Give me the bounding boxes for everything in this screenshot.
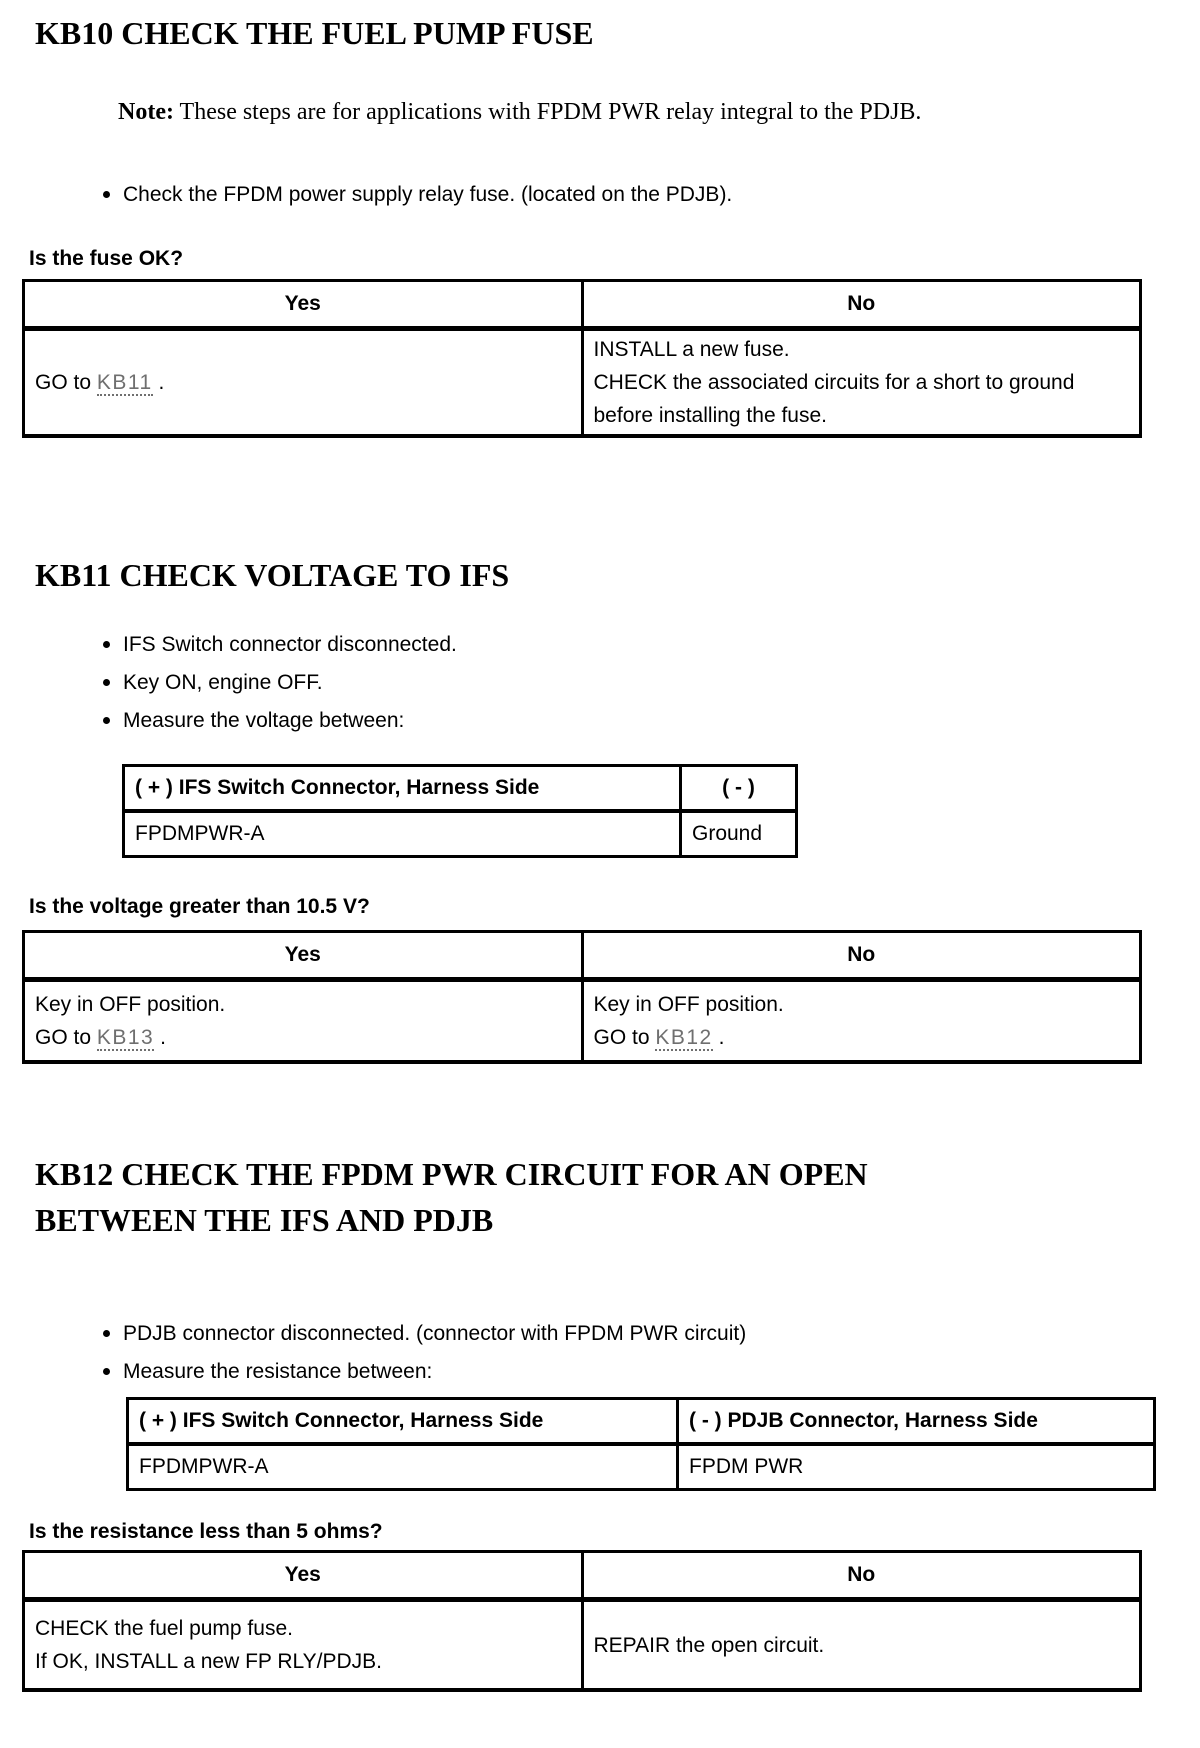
list-item [103, 1353, 1200, 1391]
goto-post-text: . [712, 1026, 725, 1049]
bullet-icon [103, 191, 110, 198]
yes-column-header: Yes [24, 932, 583, 980]
negative-lead-value: Ground [681, 811, 797, 857]
kb11-no-cell [582, 980, 1141, 1063]
kb10-yes-cell [24, 329, 583, 437]
goto-pre-text: GO to [593, 1026, 656, 1049]
kb11-bullet-list [103, 626, 1200, 740]
positive-lead-value: FPDMPWR-A [139, 1455, 269, 1478]
cell-line: Key in OFF position. [35, 993, 226, 1016]
link-kb11[interactable]: KB11 [96, 371, 153, 394]
link-kb12[interactable]: KB12 [655, 1026, 713, 1049]
kb11-measure-table [122, 764, 798, 858]
list-item [103, 626, 1200, 664]
bullet-icon [103, 717, 110, 724]
table-row [24, 980, 1141, 1063]
kb10-section [0, 14, 1200, 438]
cell-line: REPAIR the open circuit. [593, 1633, 825, 1657]
note-label: Note: [118, 99, 174, 125]
negative-lead-header: ( - ) PDJB Connector, Harness Side [678, 1399, 1155, 1445]
yes-column-header: Yes [24, 1552, 583, 1600]
link-kb13[interactable]: KB13 [96, 1026, 155, 1049]
kb12-bullet-list [103, 1315, 1200, 1391]
negative-lead-value: FPDM PWR [678, 1444, 1155, 1490]
yes-column-header: Yes [24, 281, 583, 329]
table-row [24, 329, 1141, 437]
goto-line [35, 366, 571, 399]
note-text: These steps are for applications with FPDM PWR relay integral to the PDJB. [173, 99, 922, 125]
bullet-text: PDJB connector disconnected. (connector with FPDM PWR circuit) [123, 1322, 747, 1345]
list-item [103, 178, 1200, 212]
kb11-section [0, 556, 1200, 1064]
kb12-yes-cell [24, 1600, 583, 1691]
goto-post-text: . [152, 371, 165, 394]
kb12-decision-table [22, 1550, 1142, 1692]
bullet-text: Measure the resistance between: [123, 1360, 433, 1383]
list-item [103, 702, 1200, 740]
cell-line: CHECK the fuel pump fuse. [35, 1617, 293, 1640]
bullet-icon [103, 1330, 110, 1337]
goto-line [35, 1021, 571, 1054]
kb12-no-cell [582, 1600, 1141, 1691]
kb10-decision-table [22, 279, 1142, 438]
bullet-text: Measure the voltage between: [123, 709, 405, 732]
table-row [128, 1444, 1155, 1490]
kb10-heading: KB10 CHECK THE FUEL PUMP FUSE [35, 15, 594, 51]
no-column-header: No [582, 932, 1141, 980]
bullet-text: Key ON, engine OFF. [123, 671, 323, 694]
cell-line: Key in OFF position. [593, 993, 784, 1016]
list-item [103, 1315, 1200, 1353]
goto-pre-text: GO to [35, 1026, 97, 1049]
bullet-text: Check the FPDM power supply relay fuse. (located on the PDJB). [123, 183, 733, 206]
kb12-section [0, 1151, 1200, 1692]
positive-lead-value: FPDMPWR-A [135, 822, 265, 845]
table-row [124, 811, 797, 857]
bullet-icon [103, 679, 110, 686]
no-column-header: No [582, 281, 1141, 329]
goto-post-text: . [154, 1026, 166, 1049]
list-item [103, 664, 1200, 702]
negative-lead-header: ( - ) [681, 766, 797, 812]
kb11-decision-table [22, 930, 1142, 1064]
cell-line: INSTALL a new fuse. [593, 338, 790, 361]
bullet-icon [103, 641, 110, 648]
kb12-measure-table [126, 1397, 1156, 1491]
table-row [24, 1600, 1141, 1691]
kb10-bullet-list [103, 178, 1200, 212]
kb10-question: Is the fuse OK? [29, 247, 184, 270]
kb12-heading: KB12 CHECK THE FPDM PWR CIRCUIT FOR AN OPEN BETWEEN THE IFS AND PDJB [35, 1156, 868, 1238]
cell-line: If OK, INSTALL a new FP RLY/PDJB. [35, 1650, 383, 1673]
kb10-note [118, 92, 1053, 132]
kb11-question: Is the voltage greater than 10.5 V? [29, 895, 370, 918]
bullet-text: IFS Switch connector disconnected. [123, 633, 457, 656]
kb10-no-cell [582, 329, 1141, 437]
kb12-question: Is the resistance less than 5 ohms? [29, 1520, 383, 1543]
goto-line [594, 1021, 1130, 1054]
no-column-header: No [582, 1552, 1141, 1600]
positive-lead-header: ( + ) IFS Switch Connector, Harness Side [124, 766, 681, 812]
kb11-heading: KB11 CHECK VOLTAGE TO IFS [35, 557, 510, 593]
cell-line: CHECK the associated circuits for a short to ground before installing the fuse. [593, 371, 1075, 427]
goto-pre-text: GO to [35, 371, 97, 394]
kb11-yes-cell [24, 980, 583, 1063]
bullet-icon [103, 1368, 110, 1375]
positive-lead-header: ( + ) IFS Switch Connector, Harness Side [128, 1399, 678, 1445]
